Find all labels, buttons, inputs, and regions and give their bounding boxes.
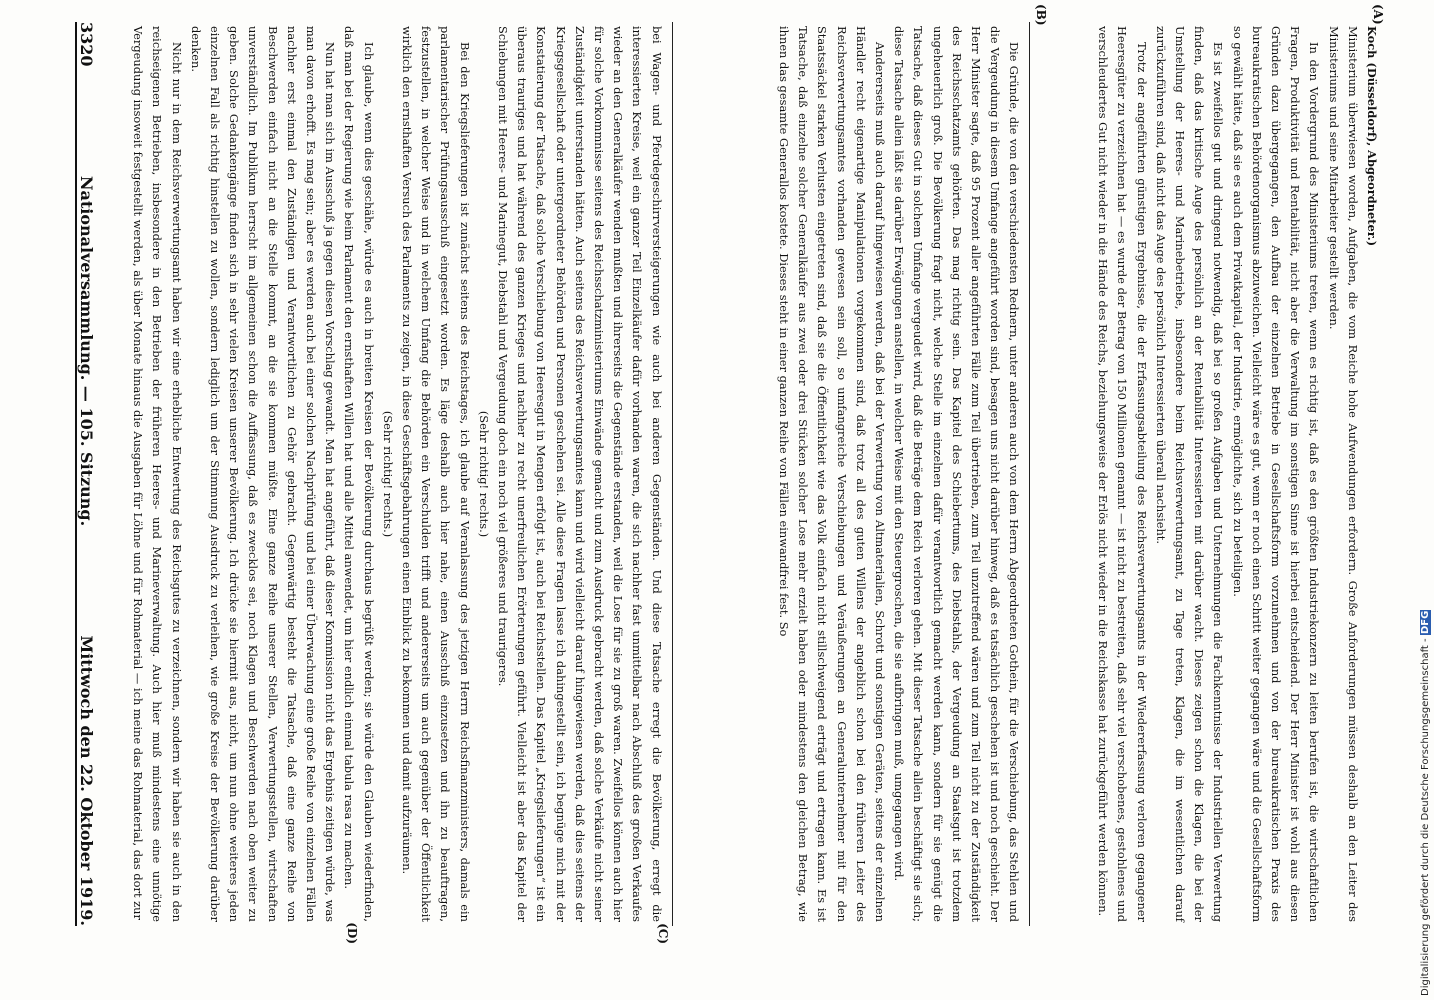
paragraph: Ich glaube, wenn dies geschähe, würde es auch in breiten Kreisen der Bevölkerung durchaus begrüßt werden; sie würde den Glauben wiederfinden, daß man bei der Regierung wie beim Parlament den ernsthaften Willen hat und alle Mittel anwendet, um hier endlich einmal tabula rasa zu machen. — [342, 26, 376, 922]
margin-mark-b: (B) — [1033, 4, 1048, 26]
paragraph: Es ist zweifellos gut und dringend notwendig, daß bei so großen Aufgaben und Unternehmungen die Fachkenntnisse der Industriellen Verwertung finden, daß das kritische Auge des persönlich an der Rentabilität Interessierten mit darüber wacht. Dieses zeigen schon die Klagen, die bei der Umstellung der Heeres- und Marinebetriebe, insbesondere beim Reichsverwertungsamt, zu Tage treten, Klagen, die im wesentlichen darauf zurückzuführen sind, daß nicht das Auge des persönlich Interessierten überall nachsieht. — [1153, 26, 1226, 922]
applause-note: (Sehr richtig! rechts.) — [380, 410, 395, 538]
paragraph: Die Gründe, die von den verschiedensten Rednern, unter anderen auch von dem Herrn Abgeordneten Gothein, für die Verschiebung, das Stehlen und die Vergeudung in diesem Umfange angeführt worden sind, besagen uns nicht darüber hinweg, daß es tatsächlich geschehen ist und noch geschieht. Der Herr Minister sagte, daß 95 Prozent aller angeführten Fälle zum Teil übertrieben, zum Teil unzutreffend wären und zum Teil nicht zu der Zuständigkeit des Reichsschatzamts gehörten. Das mag richtig sein. Das Kapitel des Schiebertums, des Diebstahls, der Vergeudung an Staatsgut ist trotzdem ungeheuerlich groß. Die Bevölkerung fragt nicht, welche Stelle im einzelnen dafür verantwortlich gemacht werden kann, sondern für sie genügt die Tatsache, daß dieses Gut in solchem Umfange vergeudet wird, daß die Beträge dem Reich verloren gehen. Mit dieser Tatsache allein beschäftigt sie sich; diese Tatsache allein läßt sie darüber Erwägungen anstellen, in welcher Weise mit den Steuergroschen, die sie aufbringen muß, umgegangen wird. — [892, 26, 1022, 922]
applause-note: (Sehr richtig! rechts.) — [476, 410, 491, 538]
paragraph: bei Wagen- und Pferdegeschirrversteigerungen wie auch bei anderen Gegenständen. Und diese Tatsache erregt die Bevölkerung, erregt die interessierten Kreise, weil ein ganzer Teil Einzelkäufer dafür vorhanden waren, die sich nachher fast unmittelbar nach Abschluß des großen Verkaufes wieder an den Generalkäufer wenden mußten und ihrerseits die Gegenstände erstanden, weil die Lose für sie zu groß waren. Zweifellos können auch hier für solche Vorkommnisse seitens des Reichsschatzministeriums Einwände gemacht und zum Ausdruck gebracht werden, daß solche Verkäufe nicht seiner Zuständigkeit unterstanden hätten. Auch seitens des Reichsverwertungsamtes kann und wird vielleicht darauf hingewiesen werden, daß dies seitens der Kriegsgesellschaft oder untergeordneter Behörden und Personen geschehen sei. Alle diese Fragen lasse ich dahingestellt sein, ich begnüge mich mit der Konstatierung der Tatsache, daß solche Verschiebung von Heeresgut in Mengen erfolgt ist, auch bei Reichsstellen. Das Kapitel „Kriegslieferungen“ ist ein überaus trauriges und hat während des ganzen Krieges und nachher zu recht unerfreulichen Erörterungen geführt. Vielleicht ist aber das Kapitel der Schiebungen mit Heeres- und Marinegut, Diebstahl und Vergeudung doch ein noch viel größeres und traurigeres. — [496, 26, 664, 922]
paragraph: Andererseits muß auch darauf hingewiesen werden, daß bei der Verwertung von Altmaterialien, Schrott und sonstigen Geräten, seitens der einzelnen Händler recht eigenartige Manipulationen vorgekommen sind, daß trotz all des guten Willens der angeblich schon bei den früheren Leiter des Reichsverwertungsamtes vorhanden gewesen sein soll, so umfangreiche Verschiebungen und Veräußerungen an Generalunternehmer mit für den Staatssäckel starken Verlusten eingetreten sind, daß sie die Öffentlichkeit wie das Volk einfach nicht stillschweigend erträgt und ertragen kann. Es ist Tatsache, daß einzelne solcher Generalkäufer aus zwei oder drei Stücken solcher Lose mehr erzielt haben oder mindestens den gleichen Betrag, wie ihnen das gesamte Generallos kostete. Dieses steht in einer ganzen Reihe von Fällen einwandfrei fest. So — [776, 26, 887, 922]
paragraph: In den Vordergrund des Ministeriums treten, wenn es richtig ist, daß es den größten Industriekonzern zu leiten berufen ist, die wirtschaftlichen Fragen, Produktivität und Rentabilität, nicht aber die Verwaltung im sonstigen Sinne ist hierbei entscheidend. Der Herr Minister ist wohl aus diesen Gründen dazu übergegangen, den Aufbau der einzelnen Betriebe in Gesellschaftsform vorzunehmen und von der bureaukratischen Praxis des bureaukratischen Behördenorganismus abzuweichen. Vielleicht wäre es gut, wenn er noch einen Schritt weiter gegangen wäre und die Gesellschaftsform so gewählt hätte, daß sie es auch dem Privatkapital, der Industrie, ermöglichte, sich zu beteiligen. — [1230, 26, 1322, 922]
margin-mark-a: (A) — [1371, 4, 1385, 25]
margin-mark-c: (C) — [655, 923, 670, 944]
paragraph: Bei den Kriegslieferungen ist zunächst seitens des Reichstages, ich glaube auf Veranlassung des jetzigen Herrn Reichsfinanzministers, damals ein parlamentarischer Prüfungsausschuß eingesetzt worden. Es läge deshalb auch hier nahe, einen Ausschuß einzusetzen und ihn zu beauftragen, festzustellen, in welcher Weise und in welchem Umfang die Behörden ein Verschulden trifft und andererseits um auch gegenüber der Öffentlichkeit wirklich den ernsthaften Versuch des Parlaments zu zeigen, in diese Geschäftsgebahrungen einen Einblick zu bekommen und damit aufzuräumen. — [400, 26, 472, 922]
margin-mark-d: (D) — [345, 922, 360, 944]
column-right — [122, 22, 672, 944]
rotated-page-content — [17, 0, 1417, 944]
page-number: 3320 — [77, 22, 96, 67]
session-date: Mittwoch den 22. Oktober 1919. — [77, 635, 96, 926]
assembly-title: Nationalversammlung. — 105. Sitzung. — [77, 175, 96, 527]
paragraph: Nun hat man sich im Ausschuß ja gegen diesen Vorschlag gewandt. Man hat angeführt, daß dieser Kommission nicht das Ergebnis zeitigen würde, was man davon erhofft. Es mag sein; aber es werden auch bei einer solchen Nachprüfung und bei einer Überwachung eine große Reihe von einzelnen Fällen nachher erst einmal den Zuständigen und Verantwortlichen zu Gehör gebracht. Gegenwärtig besteht die Tatsache, daß eine ganze Reihe von Beschwerden einfach nicht an die Stelle kommt, an die sie kommen müßte. Eine ganze Reihe unserer Stellen, Verwertungsstellen, wirtschaften unverständlich. Im Publikum herrscht im allgemeinen schon die Auffassung, daß es zwecklos sei, noch Klagen und Beschwerden nach oben weiter zu geben. Solche Gedankengänge finden sich in sehr vielen Kreisen unserer Bevölkerung. Ich drücke sie hiermit aus, nicht, um nun ohne weiteres jeden einzelnen Fall als richtig hinstellen zu wollen, sondern lediglich um der Stimmung Ausdruck zu verleihen, wie große Kreise der Bevölkerung darüber denken. — [188, 26, 338, 922]
page-header — [75, 22, 117, 926]
paragraph: Ministerium überwiesen worden, Aufgaben, die vom Reiche hohe Aufwendungen erfordern. Große Anforderungen müssen deshalb an den Leiter des Ministeriums und seine Mitarbeiter gestellt werden. — [1326, 26, 1360, 922]
text-columns — [122, 4, 1387, 944]
column-middle — [672, 22, 1030, 926]
dfg-logo: DFG — [1420, 610, 1431, 635]
digitization-credit: Digitalisierung gefördert durch die Deutsche Forschungsgemeinschaft - DFG — [1420, 610, 1431, 996]
paragraph: Trotz der angeführten günstigen Ergebnisse, die der Erfassungsabteilung des Reichsverwertungsamts in der Wiedererfassung verloren gegangener Heeresgüter zu verzeichnen hat — es wurde der Betrag von 150 Millionen genannt — ist nicht zu bestreiten, daß sehr viel verschobenes, gestohlenes und verschleudertes Gut nicht wieder in die Hände des Reichs, beziehungsweise der Erlös nicht wieder in die Reichskasse hat zurückgeführt werden können. — [1096, 26, 1149, 922]
paragraph: Koch (Düsseldorf), Abgeordneter.) — [1365, 26, 1379, 247]
column-left — [1029, 4, 1387, 926]
paragraph: Nicht nur in dem Reichsverwertungsamt haben wir eine erhebliche Entwertung des Reichsgutes zu verzeichnen, sondern wir haben sie auch in den reichseigenen Betrieben, insbesondere in den Betrieben der früheren Heeres- und Marineverwaltung. Auch hier muß mindestens eine unnötige Vergeudung insoweit festgestellt werden, als über Monate hinaus die Ausgaben für Löhne und für Rohmaterial — ich meine das Rohmaterial, das dort zur — [131, 26, 184, 922]
